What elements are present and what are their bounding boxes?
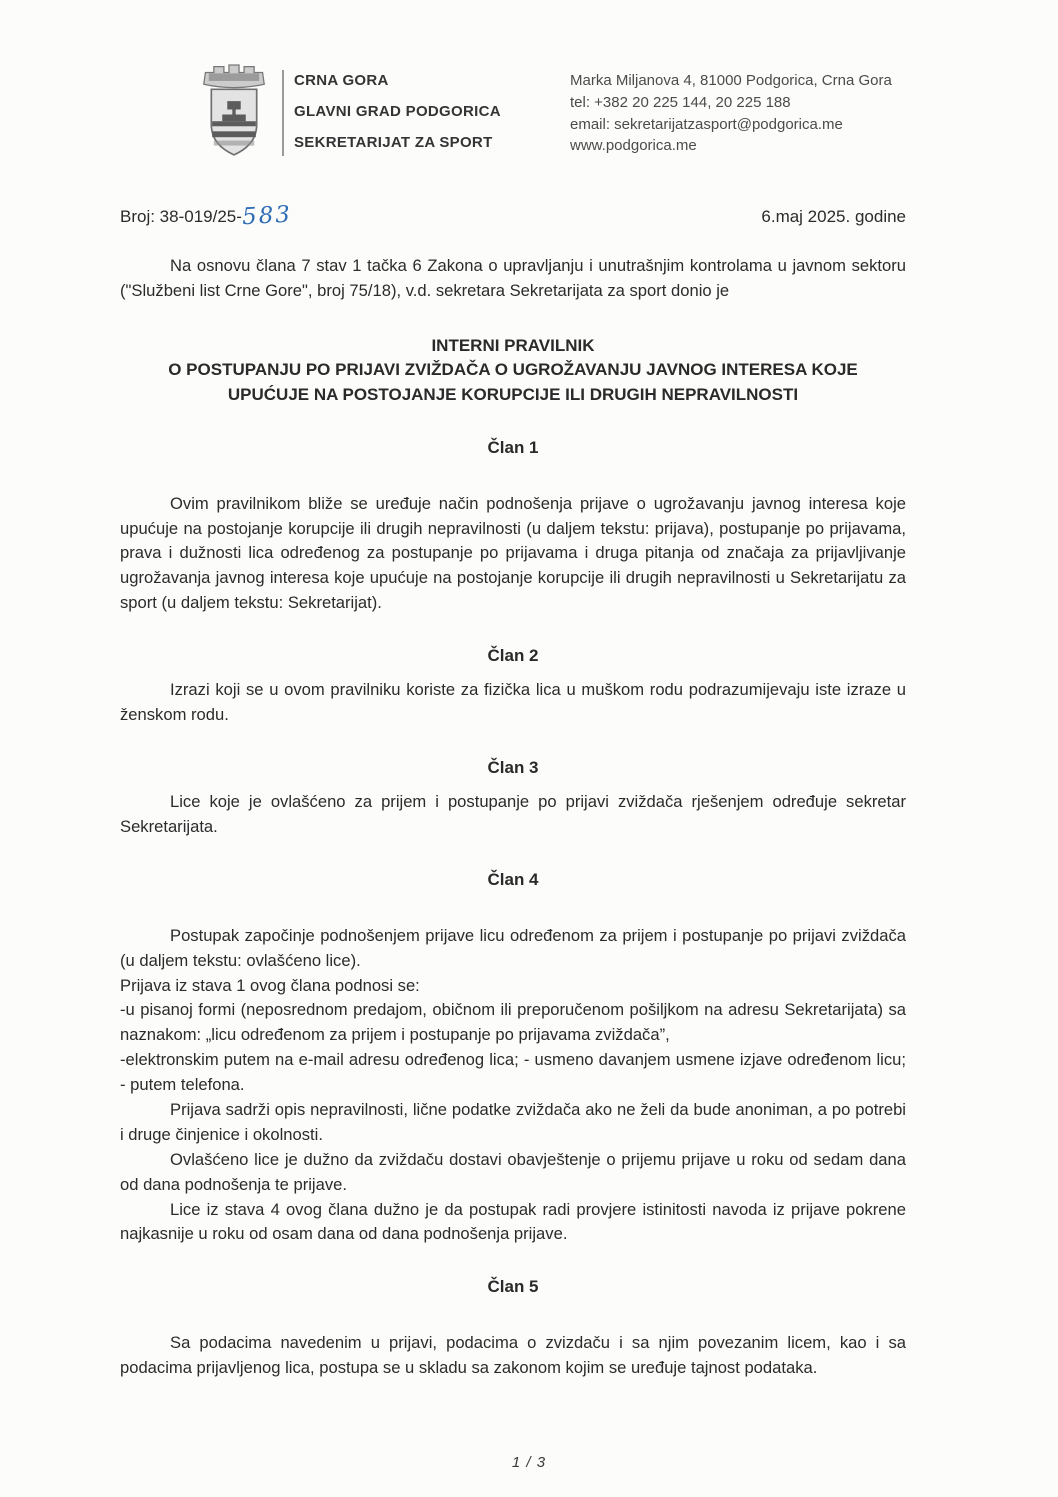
document-number [120,201,293,231]
article-3-paragraph: Lice koje je ovlašćeno za prijem i postupanje po prijavi zviždača rješenjem određuje sekretar Sekretarijata. [120,791,906,836]
article-5-paragraph: Sa podacima navedenim u prijavi, podacima o zvizdaču i sa njim povezanim licem, kao i sa podacima prijavljenog lica, postupa se u skladu sa zakonom kojim se uređuje tajnost podataka. [120,1333,906,1378]
preamble-paragraph: Na osnovu člana 7 stav 1 tačka 6 Zakona o upravljanju i unutrašnjim kontrolama u javnom sektoru ("Službeni list Crne Gore", broj 75/18), v.d. sekretara Sekretarijata za sport donio je [120,256,906,300]
letterhead-left [192,56,501,168]
contact-website: www.podgorica.me [570,137,697,155]
document-title [120,334,906,408]
article-1-heading: Član 1 [487,437,539,457]
article-4-paragraph: Prijava sadrži opis nepravilnosti, lične podatke zviždača ako ne želi da bude anoniman, a po potrebi i druge činjenice i okolnosti. [120,1099,906,1144]
article-3-heading: Član 3 [487,757,539,777]
title-line-1: INTERNI PRAVILNIK [431,335,595,355]
article-4-paragraph: -u pisanoj formi (neposrednom predajom, običnom ili preporučenom pošiljkom na adresu Sekretarijata) sa naznakom: „licu određenom za prijem i postupanje po prijavama zviždača”, [120,1000,906,1045]
article-2 [120,646,906,728]
article-2-paragraph: Izrazi koji se u ovom pravilniku koriste za fizička lica u muškom rodu podrazumijevaju iste izraze u ženskom rodu. [120,680,906,725]
article-3 [120,758,906,840]
article-4-paragraph: Postupak započinje podnošenjem prijave licu određenom za prijem i postupanje po prijavi zviždača (u daljem tekstu: ovlašćeno lice). [120,925,906,970]
article-5-heading: Član 5 [487,1277,539,1297]
article-4-paragraph: Ovlašćeno lice je dužno da zviždaču dostavi obavještenje o prijemu prijave u roku od sedam dana od dana podnošenja te prijave. [120,1149,906,1194]
org-titles [294,56,501,165]
page-number: 1 / 3 [511,1454,547,1471]
org-country: CRNA GORA [294,72,389,89]
contact-phone: tel: +382 20 225 144, 20 225 188 [570,93,791,111]
document-number-label: Broj: 38-019/25- [120,207,242,226]
article-4-heading: Član 4 [487,869,539,889]
podgorica-coat-of-arms-icon [192,56,276,168]
article-1 [120,438,906,616]
contact-address: Marka Miljanova 4, 81000 Podgorica, Crna Gora [570,72,892,89]
header-divider [282,70,284,156]
letterhead [192,56,906,168]
document-number-handwritten: 583 [241,201,293,231]
article-4-paragraph: Lice iz stava 4 ovog člana dužno je da postupak radi provjere istinitosti navoda iz prijave pokrene najkasnije u roku od osam dana od dana podnošenja prijave. [120,1199,906,1244]
document-date: 6.maj 2025. godine [761,207,906,226]
org-city: GLAVNI GRAD PODGORICA [294,103,501,120]
contact-block [570,56,906,157]
title-line-2: O POSTUPANJU PO PRIJAVI ZVIŽDAČA O UGROŽAVANJU JAVNOG INTERESA KOJE [168,360,858,380]
org-department: SEKRETARIJAT ZA SPORT [294,134,493,151]
title-line-3: UPUĆUJE NA POSTOJANJE KORUPCIJE ILI DRUGIH NEPRAVILNOSTI [227,385,799,405]
contact-email: email: sekretarijatzasport@podgorica.me [570,115,843,133]
article-4-paragraph: Prijava iz stava 1 ovog člana podnosi se: [120,975,420,995]
article-4 [120,870,906,1248]
article-1-paragraph: Ovim pravilnikom bliže se uređuje način podnošenja prijave o ugrožavanju javnog interesa koje upućuje na postojanje korupcije ili drugih nepravilnosti (u daljem tekstu: prijava), postupanje po prijavama, prava i dužnosti lica određenog za postupanje po prijavama i druga pitanja od značaja za prijavljivanje ugrožavanja javnog interesa koje upućuje na postojanje korupcije ili drugih nepravilnosti u Sekretarijatu za sport (u daljem tekstu: Sekretarijat). [120,493,906,613]
article-2-heading: Član 2 [487,646,539,666]
meta-row [120,201,906,231]
article-4-paragraph: -elektronskim putem na e-mail adresu određenog lica; - usmeno davanjem usmene izjave određenom licu; - putem telefona. [120,1050,906,1095]
article-5 [120,1277,906,1381]
